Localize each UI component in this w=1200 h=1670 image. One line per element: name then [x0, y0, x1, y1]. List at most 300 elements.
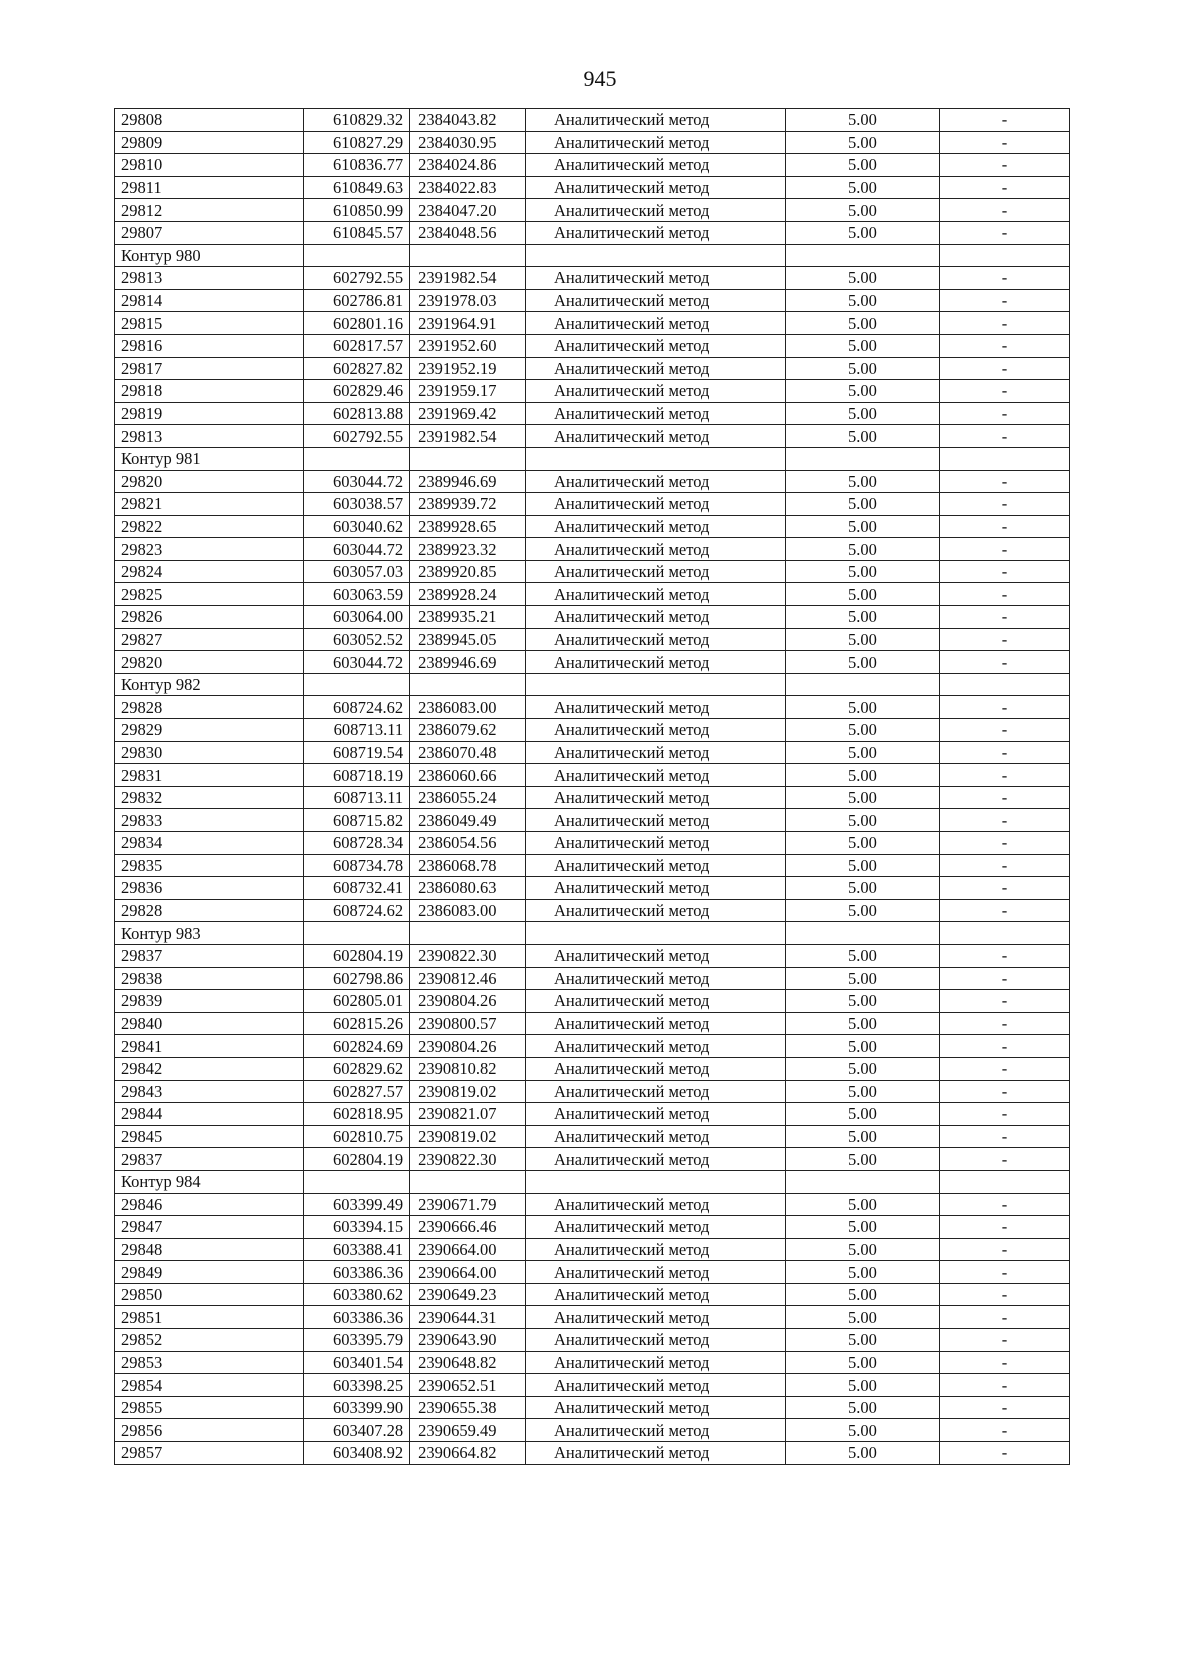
point-id-cell: 29837: [115, 1148, 304, 1171]
method-cell: Аналитический метод: [525, 651, 785, 674]
accuracy-cell: 5.00: [785, 312, 939, 335]
table-row: [115, 1419, 1070, 1442]
accuracy-cell: 5.00: [785, 583, 939, 606]
x-coordinate-cell: 603057.03: [304, 560, 410, 583]
point-id-cell: 29828: [115, 696, 304, 719]
accuracy-cell: 5.00: [785, 1351, 939, 1374]
accuracy-cell: 5.00: [785, 357, 939, 380]
accuracy-cell: 5.00: [785, 606, 939, 629]
table-row: [115, 628, 1070, 651]
accuracy-cell: 5.00: [785, 289, 939, 312]
empty-cell: [304, 922, 410, 945]
method-cell: Аналитический метод: [525, 289, 785, 312]
point-id-cell: 29827: [115, 628, 304, 651]
accuracy-cell: 5.00: [785, 109, 939, 132]
accuracy-cell: 5.00: [785, 967, 939, 990]
point-id-cell: 29826: [115, 606, 304, 629]
x-coordinate-cell: 602792.55: [304, 425, 410, 448]
point-id-cell: 29841: [115, 1035, 304, 1058]
y-coordinate-cell: 2389928.24: [410, 583, 526, 606]
empty-cell: [304, 447, 410, 470]
point-id-cell: 29838: [115, 967, 304, 990]
table-row: [115, 1442, 1070, 1465]
y-coordinate-cell: 2384043.82: [410, 109, 526, 132]
y-coordinate-cell: 2386054.56: [410, 832, 526, 855]
note-cell: -: [940, 221, 1070, 244]
method-cell: Аналитический метод: [525, 380, 785, 403]
method-cell: Аналитический метод: [525, 1193, 785, 1216]
x-coordinate-cell: 603044.72: [304, 538, 410, 561]
accuracy-cell: 5.00: [785, 267, 939, 290]
empty-cell: [525, 922, 785, 945]
y-coordinate-cell: 2391964.91: [410, 312, 526, 335]
note-cell: -: [940, 606, 1070, 629]
accuracy-cell: 5.00: [785, 764, 939, 787]
y-coordinate-cell: 2391982.54: [410, 425, 526, 448]
table-row: [115, 357, 1070, 380]
y-coordinate-cell: 2389935.21: [410, 606, 526, 629]
y-coordinate-cell: 2390671.79: [410, 1193, 526, 1216]
accuracy-cell: 5.00: [785, 1442, 939, 1465]
accuracy-cell: 5.00: [785, 1103, 939, 1126]
accuracy-cell: 5.00: [785, 560, 939, 583]
point-id-cell: 29835: [115, 854, 304, 877]
note-cell: -: [940, 990, 1070, 1013]
table-row: [115, 1012, 1070, 1035]
table-row: [115, 109, 1070, 132]
note-cell: -: [940, 1419, 1070, 1442]
point-id-cell: 29825: [115, 583, 304, 606]
point-id-cell: 29820: [115, 651, 304, 674]
x-coordinate-cell: 602810.75: [304, 1125, 410, 1148]
y-coordinate-cell: 2386068.78: [410, 854, 526, 877]
note-cell: -: [940, 1329, 1070, 1352]
accuracy-cell: 5.00: [785, 1125, 939, 1148]
x-coordinate-cell: 608719.54: [304, 741, 410, 764]
contour-label: Контур 984: [115, 1170, 304, 1193]
note-cell: -: [940, 1103, 1070, 1126]
x-coordinate-cell: 603394.15: [304, 1216, 410, 1239]
point-id-cell: 29813: [115, 425, 304, 448]
y-coordinate-cell: 2386080.63: [410, 877, 526, 900]
table-row: [115, 809, 1070, 832]
note-cell: -: [940, 1125, 1070, 1148]
table-row: [115, 1306, 1070, 1329]
point-id-cell: 29839: [115, 990, 304, 1013]
method-cell: Аналитический метод: [525, 854, 785, 877]
point-id-cell: 29809: [115, 131, 304, 154]
method-cell: Аналитический метод: [525, 1283, 785, 1306]
x-coordinate-cell: 603040.62: [304, 515, 410, 538]
method-cell: Аналитический метод: [525, 1012, 785, 1035]
y-coordinate-cell: 2390800.57: [410, 1012, 526, 1035]
method-cell: Аналитический метод: [525, 560, 785, 583]
accuracy-cell: 5.00: [785, 696, 939, 719]
table-row: [115, 967, 1070, 990]
table-row: [115, 131, 1070, 154]
x-coordinate-cell: 610836.77: [304, 154, 410, 177]
x-coordinate-cell: 602786.81: [304, 289, 410, 312]
empty-cell: [525, 1170, 785, 1193]
point-id-cell: 29832: [115, 786, 304, 809]
note-cell: -: [940, 470, 1070, 493]
accuracy-cell: 5.00: [785, 1261, 939, 1284]
table-row: [115, 1329, 1070, 1352]
note-cell: -: [940, 109, 1070, 132]
note-cell: -: [940, 380, 1070, 403]
y-coordinate-cell: 2390821.07: [410, 1103, 526, 1126]
point-id-cell: 29817: [115, 357, 304, 380]
accuracy-cell: 5.00: [785, 131, 939, 154]
accuracy-cell: 5.00: [785, 470, 939, 493]
x-coordinate-cell: 602805.01: [304, 990, 410, 1013]
y-coordinate-cell: 2390643.90: [410, 1329, 526, 1352]
point-id-cell: 29843: [115, 1080, 304, 1103]
table-row: [115, 402, 1070, 425]
table-row: [115, 854, 1070, 877]
point-id-cell: 29819: [115, 402, 304, 425]
y-coordinate-cell: 2390655.38: [410, 1396, 526, 1419]
table-row: [115, 1148, 1070, 1171]
x-coordinate-cell: 602818.95: [304, 1103, 410, 1126]
empty-cell: [940, 1170, 1070, 1193]
table-row: [115, 1351, 1070, 1374]
table-row: [115, 651, 1070, 674]
accuracy-cell: 5.00: [785, 1306, 939, 1329]
note-cell: -: [940, 267, 1070, 290]
accuracy-cell: 5.00: [785, 154, 939, 177]
method-cell: Аналитический метод: [525, 493, 785, 516]
y-coordinate-cell: 2389923.32: [410, 538, 526, 561]
note-cell: -: [940, 1148, 1070, 1171]
note-cell: -: [940, 1238, 1070, 1261]
note-cell: -: [940, 854, 1070, 877]
point-id-cell: 29850: [115, 1283, 304, 1306]
x-coordinate-cell: 602804.19: [304, 944, 410, 967]
table-row: [115, 199, 1070, 222]
x-coordinate-cell: 603395.79: [304, 1329, 410, 1352]
empty-cell: [785, 922, 939, 945]
empty-cell: [940, 447, 1070, 470]
accuracy-cell: 5.00: [785, 786, 939, 809]
note-cell: -: [940, 1374, 1070, 1397]
note-cell: -: [940, 832, 1070, 855]
table-row: [115, 719, 1070, 742]
point-id-cell: 29854: [115, 1374, 304, 1397]
table-row: [115, 154, 1070, 177]
x-coordinate-cell: 603399.90: [304, 1396, 410, 1419]
y-coordinate-cell: 2389945.05: [410, 628, 526, 651]
x-coordinate-cell: 610850.99: [304, 199, 410, 222]
accuracy-cell: 5.00: [785, 944, 939, 967]
x-coordinate-cell: 608718.19: [304, 764, 410, 787]
method-cell: Аналитический метод: [525, 1329, 785, 1352]
y-coordinate-cell: 2390664.82: [410, 1442, 526, 1465]
y-coordinate-cell: 2384022.83: [410, 176, 526, 199]
table-row: [115, 312, 1070, 335]
y-coordinate-cell: 2390652.51: [410, 1374, 526, 1397]
method-cell: Аналитический метод: [525, 583, 785, 606]
note-cell: -: [940, 1261, 1070, 1284]
point-id-cell: 29846: [115, 1193, 304, 1216]
point-id-cell: 29828: [115, 899, 304, 922]
y-coordinate-cell: 2386060.66: [410, 764, 526, 787]
accuracy-cell: 5.00: [785, 515, 939, 538]
x-coordinate-cell: 608734.78: [304, 854, 410, 877]
y-coordinate-cell: 2391978.03: [410, 289, 526, 312]
point-id-cell: 29824: [115, 560, 304, 583]
table-row: [115, 1238, 1070, 1261]
method-cell: Аналитический метод: [525, 1125, 785, 1148]
empty-cell: [304, 673, 410, 696]
note-cell: -: [940, 1193, 1070, 1216]
x-coordinate-cell: 602792.55: [304, 267, 410, 290]
point-id-cell: 29848: [115, 1238, 304, 1261]
method-cell: Аналитический метод: [525, 154, 785, 177]
point-id-cell: 29856: [115, 1419, 304, 1442]
method-cell: Аналитический метод: [525, 131, 785, 154]
note-cell: -: [940, 1035, 1070, 1058]
table-row: [115, 583, 1070, 606]
x-coordinate-cell: 603064.00: [304, 606, 410, 629]
method-cell: Аналитический метод: [525, 1351, 785, 1374]
point-id-cell: 29837: [115, 944, 304, 967]
y-coordinate-cell: 2386070.48: [410, 741, 526, 764]
table-row: [115, 380, 1070, 403]
accuracy-cell: 5.00: [785, 402, 939, 425]
x-coordinate-cell: 602813.88: [304, 402, 410, 425]
empty-cell: [410, 447, 526, 470]
empty-cell: [785, 244, 939, 267]
x-coordinate-cell: 608715.82: [304, 809, 410, 832]
note-cell: -: [940, 312, 1070, 335]
point-id-cell: 29857: [115, 1442, 304, 1465]
table-row: [115, 1193, 1070, 1216]
accuracy-cell: 5.00: [785, 425, 939, 448]
accuracy-cell: 5.00: [785, 877, 939, 900]
y-coordinate-cell: 2384047.20: [410, 199, 526, 222]
x-coordinate-cell: 603038.57: [304, 493, 410, 516]
table-row: [115, 221, 1070, 244]
table-row: [115, 786, 1070, 809]
method-cell: Аналитический метод: [525, 809, 785, 832]
method-cell: Аналитический метод: [525, 786, 785, 809]
note-cell: -: [940, 1306, 1070, 1329]
table-row: [115, 877, 1070, 900]
method-cell: Аналитический метод: [525, 990, 785, 1013]
y-coordinate-cell: 2386049.49: [410, 809, 526, 832]
note-cell: -: [940, 425, 1070, 448]
accuracy-cell: 5.00: [785, 1329, 939, 1352]
y-coordinate-cell: 2390819.02: [410, 1080, 526, 1103]
note-cell: -: [940, 1442, 1070, 1465]
point-id-cell: 29831: [115, 764, 304, 787]
method-cell: Аналитический метод: [525, 696, 785, 719]
y-coordinate-cell: 2390810.82: [410, 1057, 526, 1080]
y-coordinate-cell: 2389946.69: [410, 470, 526, 493]
x-coordinate-cell: 602801.16: [304, 312, 410, 335]
method-cell: Аналитический метод: [525, 1148, 785, 1171]
method-cell: Аналитический метод: [525, 606, 785, 629]
y-coordinate-cell: 2390644.31: [410, 1306, 526, 1329]
x-coordinate-cell: 602829.46: [304, 380, 410, 403]
table-row: [115, 1103, 1070, 1126]
accuracy-cell: 5.00: [785, 221, 939, 244]
x-coordinate-cell: 610845.57: [304, 221, 410, 244]
note-cell: -: [940, 583, 1070, 606]
contour-header-row: [115, 244, 1070, 267]
point-id-cell: 29808: [115, 109, 304, 132]
point-id-cell: 29849: [115, 1261, 304, 1284]
table-row: [115, 832, 1070, 855]
table-row: [115, 515, 1070, 538]
x-coordinate-cell: 603407.28: [304, 1419, 410, 1442]
x-coordinate-cell: 603398.25: [304, 1374, 410, 1397]
accuracy-cell: 5.00: [785, 809, 939, 832]
note-cell: -: [940, 1351, 1070, 1374]
accuracy-cell: 5.00: [785, 1216, 939, 1239]
contour-header-row: [115, 447, 1070, 470]
accuracy-cell: 5.00: [785, 1148, 939, 1171]
y-coordinate-cell: 2391969.42: [410, 402, 526, 425]
accuracy-cell: 5.00: [785, 1057, 939, 1080]
note-cell: -: [940, 515, 1070, 538]
note-cell: -: [940, 560, 1070, 583]
table-row: [115, 741, 1070, 764]
point-id-cell: 29807: [115, 221, 304, 244]
point-id-cell: 29821: [115, 493, 304, 516]
y-coordinate-cell: 2390804.26: [410, 990, 526, 1013]
accuracy-cell: 5.00: [785, 334, 939, 357]
note-cell: -: [940, 334, 1070, 357]
note-cell: -: [940, 764, 1070, 787]
method-cell: Аналитический метод: [525, 267, 785, 290]
contour-header-row: [115, 922, 1070, 945]
y-coordinate-cell: 2386083.00: [410, 899, 526, 922]
accuracy-cell: 5.00: [785, 1419, 939, 1442]
method-cell: Аналитический метод: [525, 515, 785, 538]
table-row: [115, 493, 1070, 516]
method-cell: Аналитический метод: [525, 470, 785, 493]
empty-cell: [304, 1170, 410, 1193]
x-coordinate-cell: 602798.86: [304, 967, 410, 990]
empty-cell: [785, 1170, 939, 1193]
note-cell: -: [940, 538, 1070, 561]
accuracy-cell: 5.00: [785, 493, 939, 516]
table-row: [115, 899, 1070, 922]
table-row: [115, 267, 1070, 290]
y-coordinate-cell: 2389928.65: [410, 515, 526, 538]
method-cell: Аналитический метод: [525, 967, 785, 990]
method-cell: Аналитический метод: [525, 334, 785, 357]
y-coordinate-cell: 2390822.30: [410, 1148, 526, 1171]
y-coordinate-cell: 2390648.82: [410, 1351, 526, 1374]
accuracy-cell: 5.00: [785, 719, 939, 742]
contour-label: Контур 983: [115, 922, 304, 945]
point-id-cell: 29842: [115, 1057, 304, 1080]
x-coordinate-cell: 602827.82: [304, 357, 410, 380]
x-coordinate-cell: 603386.36: [304, 1306, 410, 1329]
x-coordinate-cell: 602827.57: [304, 1080, 410, 1103]
note-cell: -: [940, 402, 1070, 425]
empty-cell: [525, 447, 785, 470]
point-id-cell: 29814: [115, 289, 304, 312]
y-coordinate-cell: 2384024.86: [410, 154, 526, 177]
empty-cell: [410, 922, 526, 945]
method-cell: Аналитический метод: [525, 1080, 785, 1103]
x-coordinate-cell: 603401.54: [304, 1351, 410, 1374]
point-id-cell: 29822: [115, 515, 304, 538]
x-coordinate-cell: 603408.92: [304, 1442, 410, 1465]
method-cell: Аналитический метод: [525, 199, 785, 222]
note-cell: -: [940, 1216, 1070, 1239]
note-cell: -: [940, 809, 1070, 832]
x-coordinate-cell: 602815.26: [304, 1012, 410, 1035]
table-row: [115, 606, 1070, 629]
table-row: [115, 1396, 1070, 1419]
empty-cell: [410, 1170, 526, 1193]
accuracy-cell: 5.00: [785, 651, 939, 674]
empty-cell: [525, 673, 785, 696]
contour-header-row: [115, 673, 1070, 696]
y-coordinate-cell: 2390664.00: [410, 1261, 526, 1284]
method-cell: Аналитический метод: [525, 719, 785, 742]
accuracy-cell: 5.00: [785, 538, 939, 561]
accuracy-cell: 5.00: [785, 1080, 939, 1103]
point-id-cell: 29823: [115, 538, 304, 561]
accuracy-cell: 5.00: [785, 990, 939, 1013]
y-coordinate-cell: 2390822.30: [410, 944, 526, 967]
point-id-cell: 29811: [115, 176, 304, 199]
empty-cell: [785, 447, 939, 470]
method-cell: Аналитический метод: [525, 1396, 785, 1419]
accuracy-cell: 5.00: [785, 1396, 939, 1419]
accuracy-cell: 5.00: [785, 1012, 939, 1035]
method-cell: Аналитический метод: [525, 832, 785, 855]
note-cell: -: [940, 628, 1070, 651]
accuracy-cell: 5.00: [785, 899, 939, 922]
note-cell: -: [940, 719, 1070, 742]
note-cell: -: [940, 493, 1070, 516]
table-row: [115, 1216, 1070, 1239]
point-id-cell: 29852: [115, 1329, 304, 1352]
table-row: [115, 1125, 1070, 1148]
table-row: [115, 1261, 1070, 1284]
note-cell: -: [940, 651, 1070, 674]
table-row: [115, 1283, 1070, 1306]
point-id-cell: 29853: [115, 1351, 304, 1374]
x-coordinate-cell: 603380.62: [304, 1283, 410, 1306]
y-coordinate-cell: 2390659.49: [410, 1419, 526, 1442]
empty-cell: [940, 922, 1070, 945]
accuracy-cell: 5.00: [785, 1193, 939, 1216]
accuracy-cell: 5.00: [785, 854, 939, 877]
accuracy-cell: 5.00: [785, 176, 939, 199]
x-coordinate-cell: 603386.36: [304, 1261, 410, 1284]
x-coordinate-cell: 603052.52: [304, 628, 410, 651]
y-coordinate-cell: 2389920.85: [410, 560, 526, 583]
point-id-cell: 29855: [115, 1396, 304, 1419]
note-cell: -: [940, 289, 1070, 312]
method-cell: Аналитический метод: [525, 176, 785, 199]
method-cell: Аналитический метод: [525, 1442, 785, 1465]
note-cell: -: [940, 1396, 1070, 1419]
note-cell: -: [940, 877, 1070, 900]
x-coordinate-cell: 603063.59: [304, 583, 410, 606]
note-cell: -: [940, 899, 1070, 922]
note-cell: -: [940, 944, 1070, 967]
y-coordinate-cell: 2386055.24: [410, 786, 526, 809]
